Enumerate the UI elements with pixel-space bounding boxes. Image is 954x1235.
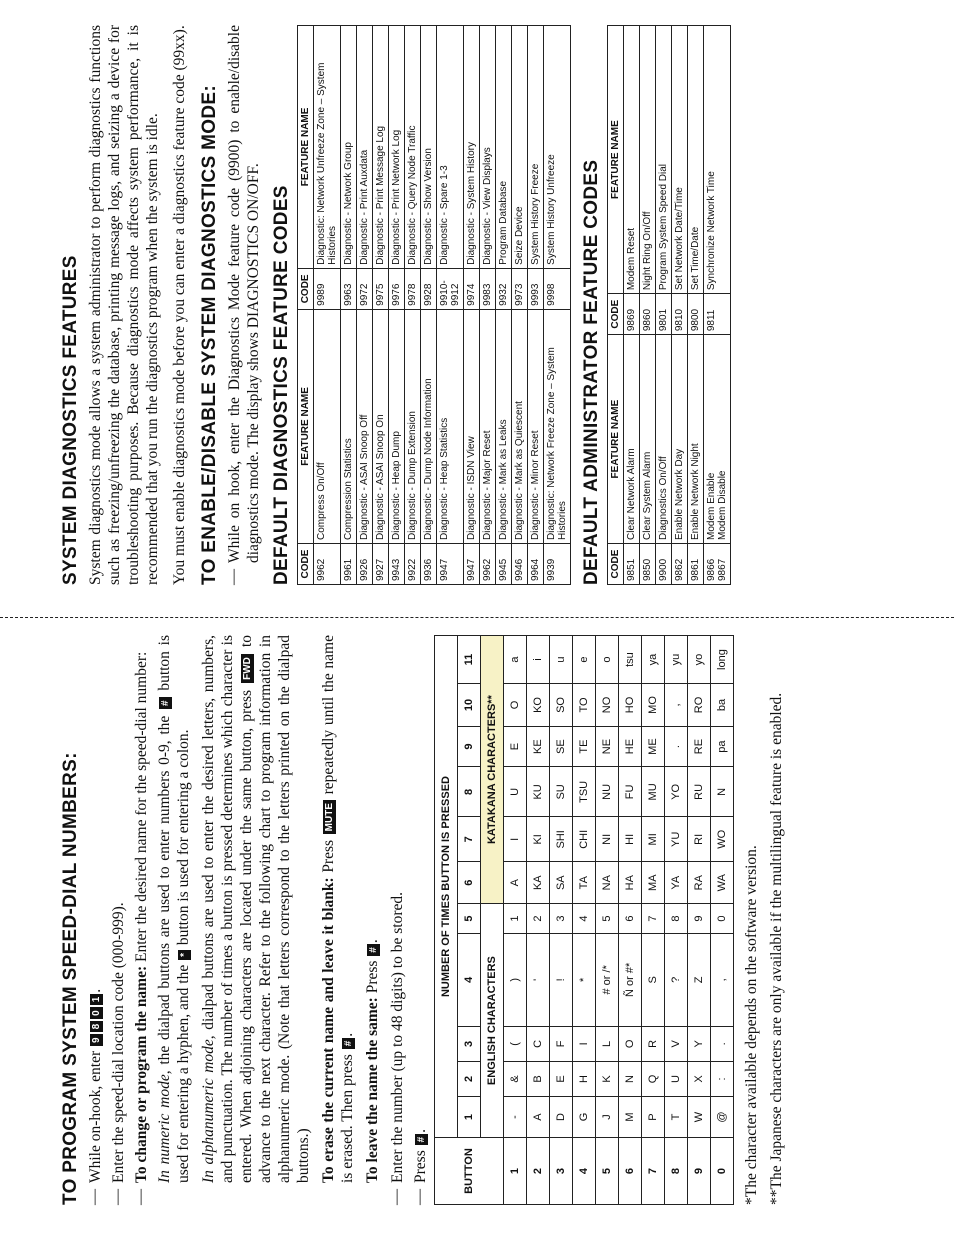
chart-cell: RI bbox=[688, 817, 711, 862]
footnote-2: **The Japanese characters are only available if the multilingual feature is enabled. bbox=[768, 692, 785, 1205]
chart-row bbox=[527, 636, 550, 1205]
feature-code: 9943 bbox=[389, 544, 405, 585]
chart-cell: MU bbox=[642, 767, 665, 817]
feature-name: Diagnostic - Network Group bbox=[341, 26, 357, 269]
chart-cell: HI bbox=[619, 817, 642, 862]
chart-cell: SU bbox=[550, 767, 573, 817]
chart-cell: yu bbox=[665, 636, 688, 684]
chart-cell: NI bbox=[596, 817, 619, 862]
chart-button-cell: 5 bbox=[596, 1138, 619, 1205]
code-header: CODE bbox=[298, 544, 314, 585]
feature-name: Set Network Date/Time bbox=[672, 26, 688, 294]
chart-cell: KE bbox=[527, 726, 550, 767]
chart-cell: , bbox=[665, 684, 688, 727]
feature-row bbox=[496, 26, 512, 585]
chart-cell: SE bbox=[550, 726, 573, 767]
feature-name: Set Time/Date bbox=[688, 26, 704, 294]
feature-name: Diagnostic - ASAI Snoop On bbox=[373, 309, 389, 543]
chart-cell: @ bbox=[711, 1097, 734, 1138]
chart-cell: NU bbox=[596, 767, 619, 817]
feature-name: Diagnostic - Minor Reset bbox=[528, 309, 544, 543]
chart-cell: KA bbox=[527, 862, 550, 904]
times-col-3: 3 bbox=[458, 1026, 481, 1061]
chart-cell: A bbox=[527, 1097, 550, 1138]
chart-cell: I bbox=[504, 817, 527, 862]
chart-cell: O bbox=[619, 1026, 642, 1061]
feature-code: 9972 bbox=[357, 268, 373, 309]
chart-row bbox=[711, 636, 734, 1205]
chart-cell: U bbox=[504, 767, 527, 817]
cut-line bbox=[0, 617, 954, 618]
chart-cell: HE bbox=[619, 726, 642, 767]
chart-cell: ! bbox=[550, 933, 573, 1026]
feature-code: 9961 bbox=[341, 544, 357, 585]
chart-cell: SHI bbox=[550, 817, 573, 862]
chart-cell: RA bbox=[688, 862, 711, 904]
feature-name: Enable Network Night bbox=[688, 335, 704, 544]
feature-code: 9989 bbox=[314, 268, 341, 309]
chart-cell: 8 bbox=[665, 904, 688, 934]
chart-cell: SA bbox=[550, 862, 573, 904]
chart-cell: Z bbox=[688, 933, 711, 1026]
chart-row bbox=[504, 636, 527, 1205]
feature-name: Diagnostic - ASAI Snoop Off bbox=[357, 309, 373, 543]
feature-code: 9964 bbox=[528, 544, 544, 585]
chart-cell: KO bbox=[527, 684, 550, 727]
feature-code: 9976 bbox=[389, 268, 405, 309]
times-col-9: 9 bbox=[458, 726, 481, 767]
chart-cell: B bbox=[527, 1061, 550, 1096]
chart-cell: F bbox=[550, 1026, 573, 1061]
key-8: 8 bbox=[90, 1021, 103, 1033]
chart-cell: ( bbox=[504, 1026, 527, 1061]
feature-code: 9983 bbox=[480, 268, 496, 309]
chart-cell: P bbox=[642, 1097, 665, 1138]
diag-codes-heading: DEFAULT DIAGNOSTICS FEATURE CODES bbox=[271, 185, 292, 585]
chart-cell: L bbox=[596, 1026, 619, 1061]
feature-name: Diagnostic: Network Freeze Zone – System Histories bbox=[544, 309, 571, 543]
chart-cell: E bbox=[550, 1061, 573, 1096]
feature-code: 9973 bbox=[512, 268, 528, 309]
feature-row bbox=[528, 26, 544, 585]
chart-cell: YO bbox=[665, 767, 688, 817]
chart-cell: MA bbox=[642, 862, 665, 904]
key-mute: MUTE bbox=[323, 800, 336, 834]
chart-cell: 3 bbox=[550, 904, 573, 934]
chart-cell: N bbox=[619, 1061, 642, 1096]
chart-cell: Ñ or #* bbox=[619, 933, 642, 1026]
chart-button-cell: 1 bbox=[504, 1138, 527, 1205]
feature-name: Diagnostic - Print Auxdata bbox=[357, 26, 373, 269]
key-0: 0 bbox=[90, 1007, 103, 1019]
chart-button-cell: 9 bbox=[688, 1138, 711, 1205]
chart-cell: tsu bbox=[619, 636, 642, 684]
key-star: * bbox=[178, 950, 191, 960]
chart-cell: KU bbox=[527, 767, 550, 817]
chart-cell: TA bbox=[573, 862, 596, 904]
feature-name: Diagnostic - Spare 1-3 bbox=[437, 26, 464, 269]
feature-code: 9800 bbox=[688, 294, 704, 335]
chart-row bbox=[619, 636, 642, 1205]
code-header: CODE bbox=[298, 268, 314, 309]
feature-code: 9946 bbox=[512, 544, 528, 585]
times-col-10: 10 bbox=[458, 684, 481, 727]
code-header: CODE bbox=[608, 544, 624, 585]
chart-button-cell: 4 bbox=[573, 1138, 596, 1205]
chart-cell: I bbox=[573, 1026, 596, 1061]
erase-text: To erase the current name and leave it blank: Press MUTE repeatedly until the name is erased. Then press #. bbox=[320, 635, 356, 1183]
chart-times-header: NUMBER OF TIMES BUTTON IS PRESSED bbox=[435, 636, 458, 1138]
feature-name: Diagnostic - Print Network Log bbox=[389, 26, 405, 269]
times-col-6: 6 bbox=[458, 862, 481, 904]
feature-code: 9974 bbox=[464, 268, 480, 309]
chart-cell: HO bbox=[619, 684, 642, 727]
chart-button-cell: 8 bbox=[665, 1138, 688, 1205]
feature-code: 9978 bbox=[405, 268, 421, 309]
feature-name: Diagnostic - ISDN View bbox=[464, 309, 480, 543]
chart-cell: * bbox=[573, 933, 596, 1026]
chart-cell: SO bbox=[550, 684, 573, 727]
chart-button-cell: 2 bbox=[527, 1138, 550, 1205]
feature-code: 9910-9912 bbox=[437, 268, 464, 309]
footnote-1: *The character available depends on the software version. bbox=[743, 845, 760, 1205]
feature-row bbox=[421, 26, 437, 585]
feature-row bbox=[624, 26, 640, 585]
english-header: ENGLISH CHARACTERS bbox=[481, 904, 504, 1138]
feature-row bbox=[389, 26, 405, 585]
chart-row bbox=[688, 636, 711, 1205]
feature-code: 9926 bbox=[357, 544, 373, 585]
chart-cell: ya bbox=[642, 636, 665, 684]
feature-name: Diagnostic - Show Version bbox=[421, 26, 437, 269]
feature-row bbox=[704, 26, 731, 585]
chart-cell: WO bbox=[711, 817, 734, 862]
chart-cell: TO bbox=[573, 684, 596, 727]
chart-cell: J bbox=[596, 1097, 619, 1138]
times-col-8: 8 bbox=[458, 767, 481, 817]
feature-code: 9900 bbox=[656, 544, 672, 585]
feature-name: Night Ring On/Off bbox=[640, 26, 656, 294]
name-header: FEATURE NAME bbox=[298, 26, 314, 269]
feature-row bbox=[373, 26, 389, 585]
chart-cell: e bbox=[573, 636, 596, 684]
times-col-4: 4 bbox=[458, 933, 481, 1026]
admin-codes-table bbox=[607, 25, 731, 585]
feature-code: 9947 bbox=[437, 544, 464, 585]
feature-code: 9922 bbox=[405, 544, 421, 585]
chart-button-header: BUTTON bbox=[435, 1138, 504, 1205]
chart-cell: HA bbox=[619, 862, 642, 904]
chart-cell: N bbox=[711, 767, 734, 817]
chart-row bbox=[573, 636, 596, 1205]
feature-name: Clear System Alarm bbox=[640, 335, 656, 544]
chart-cell: 6 bbox=[619, 904, 642, 934]
feature-code: 9962 bbox=[480, 544, 496, 585]
feature-name: Diagnostic - Major Reset bbox=[480, 309, 496, 543]
speed-dial-section bbox=[0, 635, 954, 1205]
key-fwd: FWD bbox=[241, 654, 254, 683]
chart-cell: 1 bbox=[504, 904, 527, 934]
feature-name: Enable Network Day bbox=[672, 335, 688, 544]
times-col-2: 2 bbox=[458, 1061, 481, 1096]
feature-name: Clear Network Alarm bbox=[624, 335, 640, 544]
chart-cell: ) bbox=[504, 933, 527, 1026]
feature-code: 9927 bbox=[373, 544, 389, 585]
feature-row bbox=[437, 26, 464, 585]
feature-code: 9851 bbox=[624, 544, 640, 585]
feature-row bbox=[672, 26, 688, 585]
key-pound: # bbox=[342, 1038, 355, 1050]
diag-codes-table bbox=[297, 25, 571, 585]
chart-cell: WA bbox=[711, 862, 734, 904]
chart-cell: . bbox=[711, 1026, 734, 1061]
chart-cell: NA bbox=[596, 862, 619, 904]
chart-cell: YU bbox=[665, 817, 688, 862]
feature-code: 9993 bbox=[528, 268, 544, 309]
chart-cell: . bbox=[665, 726, 688, 767]
chart-cell: : bbox=[711, 1061, 734, 1096]
admin-codes-heading: DEFAULT ADMINISTRATOR FEATURE CODES bbox=[581, 159, 602, 585]
speed-dial-heading: TO PROGRAM SYSTEM SPEED-DIAL NUMBERS: bbox=[60, 752, 81, 1205]
feature-row bbox=[656, 26, 672, 585]
character-chart bbox=[434, 635, 734, 1205]
step-2: — Enter the speed-dial location code (000-999). bbox=[109, 902, 127, 1205]
times-col-1: 1 bbox=[458, 1097, 481, 1138]
feature-name: Program System Speed Dial bbox=[656, 26, 672, 294]
chart-cell: R bbox=[642, 1026, 665, 1061]
chart-cell: pa bbox=[711, 726, 734, 767]
chart-row bbox=[642, 636, 665, 1205]
feature-row bbox=[357, 26, 373, 585]
chart-row bbox=[665, 636, 688, 1205]
numeric-mode-text: In numeric mode, the dialpad buttons are used to enter numbers 0-9, the # button is used for entering a hyphen, and the * button is used for entering a colon. bbox=[156, 635, 192, 1183]
chart-row bbox=[550, 636, 573, 1205]
feature-name: Compress On/Off bbox=[314, 309, 341, 543]
chart-cell: X bbox=[688, 1061, 711, 1096]
chart-cell: MI bbox=[642, 817, 665, 862]
key-pound: # bbox=[159, 697, 172, 709]
diagnostics-para-1: System diagnostics mode allows a system administrator to perform diagnostics functions such as freezing/unfreezing the database, printing message logs, and seizing a device for troubleshooting purposes. Because diagnostics mode affects system performance, it is recommended that you run the diagnostics program when the system is idle. bbox=[87, 25, 161, 585]
enable-step: — While on hook, enter the Diagnostics Mode feature code (9900) to enable/disable diagnostics mode. The display shows DIAGNOSTICS ON/OFF. bbox=[225, 25, 262, 585]
chart-cell: W bbox=[688, 1097, 711, 1138]
feature-code: 9869 bbox=[624, 294, 640, 335]
chart-cell: RE bbox=[688, 726, 711, 767]
name-header: FEATURE NAME bbox=[608, 26, 624, 294]
chart-cell: H bbox=[573, 1061, 596, 1096]
feature-code: 9963 bbox=[341, 268, 357, 309]
alpha-mode-text: In alphanumeric mode, dialpad buttons are used to enter the desired letters, numbers, and punctuation. The number of times a button is pressed determines which character is entered. When adjoining characters are located under the same button, press FWD to advance to the next character. Refer to the following chart to program information in alphanumeric mode. (Note that letters correspond to the letters printed on the dialpad buttons.) bbox=[200, 635, 312, 1183]
chart-cell: A bbox=[504, 862, 527, 904]
chart-cell: V bbox=[665, 1026, 688, 1061]
diagnostics-heading: SYSTEM DIAGNOSTICS FEATURES bbox=[60, 255, 81, 585]
feature-name: Modem Enable Modem Disable bbox=[704, 335, 731, 544]
feature-row bbox=[341, 26, 357, 585]
chart-cell: D bbox=[550, 1097, 573, 1138]
leave-text: To leave the name the same: Press #. bbox=[364, 939, 381, 1183]
chart-cell: 7 bbox=[642, 904, 665, 934]
feature-name: System History Unfreeze bbox=[544, 26, 571, 269]
chart-cell: Y bbox=[688, 1026, 711, 1061]
feature-name: Diagnostic - Print Message Log bbox=[373, 26, 389, 269]
times-col-7: 7 bbox=[458, 817, 481, 862]
feature-code: 9962 bbox=[314, 544, 341, 585]
chart-cell: O bbox=[504, 684, 527, 727]
key-1: 1 bbox=[90, 994, 103, 1006]
diagnostics-para-2: You must enable diagnostics mode before you can enter a diagnostics feature code (99xx). bbox=[171, 25, 188, 585]
chart-cell: KI bbox=[527, 817, 550, 862]
feature-code: 9975 bbox=[373, 268, 389, 309]
chart-cell: NO bbox=[596, 684, 619, 727]
feature-code: 9932 bbox=[496, 268, 512, 309]
feature-row bbox=[640, 26, 656, 585]
chart-cell: TE bbox=[573, 726, 596, 767]
feature-row bbox=[480, 26, 496, 585]
feature-row bbox=[464, 26, 480, 585]
chart-cell: NE bbox=[596, 726, 619, 767]
feature-code: 9998 bbox=[544, 268, 571, 309]
diagnostics-section bbox=[0, 25, 954, 585]
chart-cell: yo bbox=[688, 636, 711, 684]
chart-button-cell: 6 bbox=[619, 1138, 642, 1205]
chart-cell: K bbox=[596, 1061, 619, 1096]
chart-cell: Q bbox=[642, 1061, 665, 1096]
chart-cell: & bbox=[504, 1061, 527, 1096]
chart-cell: i bbox=[527, 636, 550, 684]
feature-row bbox=[512, 26, 528, 585]
chart-cell: long bbox=[711, 636, 734, 684]
feature-code: 9862 bbox=[672, 544, 688, 585]
step-3: — To change or program the name: Enter the desired name for the speed-dial number: bbox=[132, 651, 150, 1205]
chart-cell: ba bbox=[711, 684, 734, 727]
feature-row bbox=[314, 26, 341, 585]
feature-code: 9866 9867 bbox=[704, 544, 731, 585]
feature-code: 9850 bbox=[640, 544, 656, 585]
key-pound: # bbox=[367, 944, 380, 956]
feature-row bbox=[544, 26, 571, 585]
chart-cell: ME bbox=[642, 726, 665, 767]
code-header: CODE bbox=[608, 294, 624, 335]
step-1: — While on-hook, enter 9801. bbox=[86, 988, 104, 1205]
feature-name: Modem Reset bbox=[624, 26, 640, 294]
katakana-header: KATAKANA CHARACTERS** bbox=[481, 636, 504, 904]
feature-name: Diagnostic - Mark as Leaks bbox=[496, 309, 512, 543]
feature-name: System History Freeze bbox=[528, 26, 544, 269]
chart-cell: S bbox=[642, 933, 665, 1026]
feature-name: Diagnostic - Mark as Quiescent bbox=[512, 309, 528, 543]
chart-cell: YA bbox=[665, 862, 688, 904]
chart-cell: E bbox=[504, 726, 527, 767]
feature-code: 9947 bbox=[464, 544, 480, 585]
feature-name: Seize Device bbox=[512, 26, 528, 269]
feature-code: 9801 bbox=[656, 294, 672, 335]
feature-row bbox=[688, 26, 704, 585]
chart-cell: RU bbox=[688, 767, 711, 817]
chart-cell: M bbox=[619, 1097, 642, 1138]
feature-row bbox=[405, 26, 421, 585]
feature-name: Compression Statistics bbox=[341, 309, 357, 543]
chart-cell: 9 bbox=[688, 904, 711, 934]
feature-name: Diagnostic - System History bbox=[464, 26, 480, 269]
key-9: 9 bbox=[90, 1034, 103, 1046]
chart-row bbox=[596, 636, 619, 1205]
feature-name: Diagnostic: Network Unfreeze Zone – System Histories bbox=[314, 26, 341, 269]
chart-cell: , bbox=[711, 933, 734, 1026]
chart-cell: u bbox=[550, 636, 573, 684]
chart-cell: CHI bbox=[573, 817, 596, 862]
times-col-11: 11 bbox=[458, 636, 481, 684]
feature-name: Diagnostic - View Displays bbox=[480, 26, 496, 269]
chart-button-cell: 7 bbox=[642, 1138, 665, 1205]
feature-name: Program Database bbox=[496, 26, 512, 269]
chart-cell: 0 bbox=[711, 904, 734, 934]
step-5: — Press #. bbox=[411, 1128, 429, 1205]
chart-cell: MO bbox=[642, 684, 665, 727]
chart-cell: ' bbox=[527, 933, 550, 1026]
feature-name: Diagnostic - Dump Node Information bbox=[421, 309, 437, 543]
key-pound: # bbox=[415, 1134, 428, 1146]
chart-cell: TSU bbox=[573, 767, 596, 817]
feature-code: 9939 bbox=[544, 544, 571, 585]
feature-code: 9936 bbox=[421, 544, 437, 585]
chart-cell: 5 bbox=[596, 904, 619, 934]
chart-cell: RO bbox=[688, 684, 711, 727]
feature-code: 9860 bbox=[640, 294, 656, 335]
chart-cell: - bbox=[504, 1097, 527, 1138]
chart-cell: # or /* bbox=[596, 933, 619, 1026]
chart-cell: 2 bbox=[527, 904, 550, 934]
feature-code: 9945 bbox=[496, 544, 512, 585]
feature-code: 9811 bbox=[704, 294, 731, 335]
feature-name: Diagnostic - Heap Statistics bbox=[437, 309, 464, 543]
feature-name: Diagnostic - Dump Extension bbox=[405, 309, 421, 543]
chart-cell: o bbox=[596, 636, 619, 684]
name-header: FEATURE NAME bbox=[298, 309, 314, 543]
chart-cell: a bbox=[504, 636, 527, 684]
times-col-5: 5 bbox=[458, 904, 481, 934]
feature-code: 9861 bbox=[688, 544, 704, 585]
enable-heading: TO ENABLE/DISABLE SYSTEM DIAGNOSTICS MODE: bbox=[199, 85, 220, 585]
feature-name: Diagnostic - Query Node Traffic bbox=[405, 26, 421, 269]
chart-cell: T bbox=[665, 1097, 688, 1138]
chart-button-cell: 3 bbox=[550, 1138, 573, 1205]
chart-cell: G bbox=[573, 1097, 596, 1138]
chart-cell: U bbox=[665, 1061, 688, 1096]
feature-name: Diagnostics On/Off bbox=[656, 335, 672, 544]
feature-code: 9810 bbox=[672, 294, 688, 335]
chart-cell: C bbox=[527, 1026, 550, 1061]
name-header: FEATURE NAME bbox=[608, 335, 624, 544]
chart-button-cell: 0 bbox=[711, 1138, 734, 1205]
feature-name: Synchronize Network Time bbox=[704, 26, 731, 294]
feature-code: 9928 bbox=[421, 268, 437, 309]
chart-cell: FU bbox=[619, 767, 642, 817]
chart-cell: ? bbox=[665, 933, 688, 1026]
feature-name: Diagnostic - Heap Dump bbox=[389, 309, 405, 543]
step-4: — Enter the number (up to 48 digits) to be stored. bbox=[388, 892, 406, 1205]
chart-cell: 4 bbox=[573, 904, 596, 934]
